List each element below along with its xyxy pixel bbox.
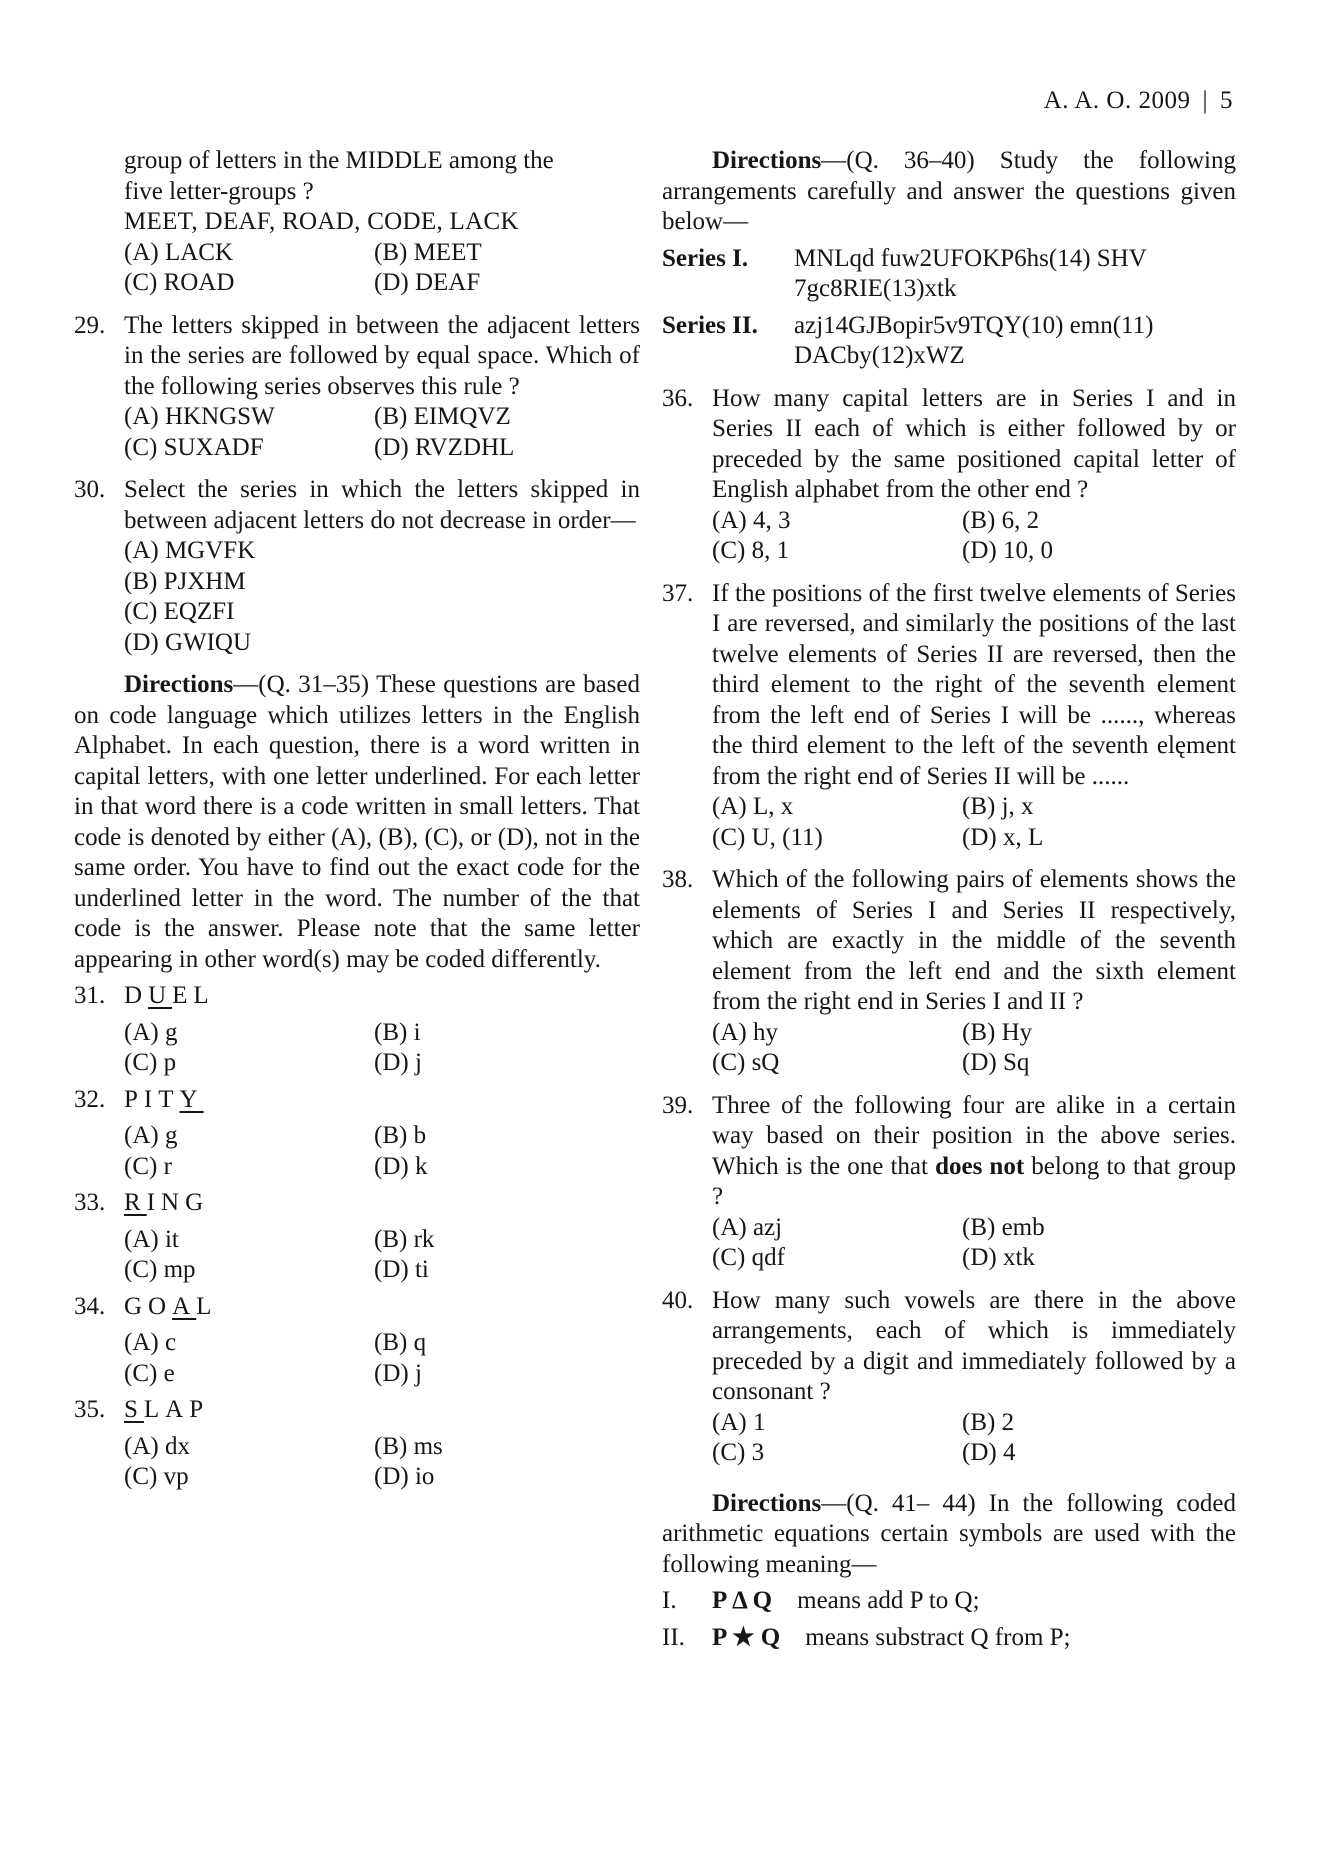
option-d[interactable]: (D) io — [374, 1463, 435, 1490]
question-text: Which of the following pairs of elements shows the elements of Series I and Series II respectively, which are exactly in the middle of the seventh element from the left end and the sixth element from the right end in Series I and II ? — [712, 866, 1236, 1015]
word-prefix: GO — [124, 1292, 173, 1320]
q39-options — [662, 1213, 1236, 1274]
underlined-letter: R — [124, 1189, 147, 1216]
question-number: 33. — [74, 1189, 106, 1216]
q34-options — [74, 1328, 640, 1389]
directions-41-44 — [662, 1489, 1236, 1581]
page-number: 5 — [1220, 87, 1233, 114]
emphasis-text: does not — [935, 1152, 1025, 1180]
question-number: 30. — [74, 476, 106, 503]
q28-text-line2: five letter-groups ? — [124, 177, 314, 205]
option-d[interactable]: (D) k — [374, 1152, 428, 1180]
rule-meaning: means add P to Q; — [797, 1587, 980, 1614]
underlined-letter: U — [148, 982, 173, 1009]
directions-label: Directions — [124, 671, 234, 698]
directions-text: —(Q. 36–40) Study the following arrangements carefully and answer the questions given below— — [662, 147, 1236, 235]
series-label: Series II. — [662, 311, 758, 339]
question-text: The letters skipped in between the adjacent letters in the series are followed by equal space. Which of the following series observes this rule ? — [124, 311, 640, 400]
left-column — [74, 146, 640, 1493]
option-a[interactable]: (A) g — [124, 1018, 178, 1046]
question-32 — [74, 1085, 640, 1116]
option-b[interactable]: (B) b — [374, 1122, 427, 1149]
question-number: 34. — [74, 1292, 106, 1320]
option-b[interactable]: (B) 2 — [962, 1408, 1015, 1436]
header-separator: | — [1202, 87, 1208, 114]
option-c[interactable]: (C) U, (11) — [712, 823, 823, 851]
option-d[interactable]: (D) DEAF — [374, 269, 481, 296]
word-suffix: LAP — [143, 1396, 210, 1423]
option-d[interactable]: (D) GWIQU — [124, 628, 252, 656]
option-d[interactable]: (D) 4 — [962, 1439, 1016, 1466]
question-40 — [662, 1286, 1236, 1408]
q28-words: MEET, DEAF, ROAD, CODE, LACK — [124, 208, 519, 235]
q35-options — [74, 1432, 640, 1493]
question-text: Three of the following four are alike in a certain way based on their position in the above series. Which is the one that — [712, 1091, 1236, 1180]
option-a[interactable]: (A) 1 — [712, 1408, 766, 1436]
option-b[interactable]: (B) q — [374, 1329, 427, 1356]
question-text: How many capital letters are in Series I and in Series II each of which is either followed by or preceded by the same positioned capital letter of English alphabet from the other end ? — [712, 384, 1236, 503]
option-a[interactable]: (A) HKNGSW — [124, 403, 275, 430]
code-word — [124, 982, 215, 1009]
rule-number: I. — [662, 1587, 677, 1614]
series-line2: 7gc8RIE(13)xtk — [794, 275, 957, 302]
rule-number: II. — [662, 1623, 685, 1651]
option-b[interactable]: (B) PJXHM — [124, 567, 246, 595]
code-word — [124, 1189, 209, 1216]
right-column — [662, 146, 1236, 1653]
q32-options — [74, 1121, 640, 1182]
question-number: 37. — [662, 579, 694, 607]
option-c[interactable]: (C) qdf — [712, 1244, 785, 1271]
option-b[interactable]: (B) MEET — [374, 238, 482, 266]
word-suffix: ING — [146, 1189, 210, 1216]
option-a[interactable]: (A) it — [124, 1225, 179, 1253]
option-c[interactable]: (C) 3 — [712, 1439, 765, 1466]
option-b[interactable]: (B) 6, 2 — [962, 506, 1040, 534]
option-c[interactable]: (C) SUXADF — [124, 433, 264, 461]
question-number: 40. — [662, 1286, 694, 1314]
question-35 — [74, 1395, 640, 1426]
option-a[interactable]: (A) hy — [712, 1018, 778, 1046]
option-b[interactable]: (B) i — [374, 1018, 421, 1046]
option-b[interactable]: (B) j, x — [962, 793, 1034, 820]
code-word — [124, 1086, 204, 1113]
question-36 — [662, 384, 1236, 506]
option-d[interactable]: (D) j — [374, 1049, 422, 1076]
directions-text: —(Q. 31–35) These questions are based on code language which utilizes letters in the English Alphabet. In each question, there is a word written in capital letters, with one letter underlined. For each letter in that word there is a code written in small letters. That code is denoted by either (A), (B), (C), or (D), not in the same order. You have to find out the exact code for the underlined letter in the word. The number of the that code is the answer. Please note that the same letter appearing in other word(s) may be coded differently. — [74, 671, 640, 973]
option-c[interactable]: (C) 8, 1 — [712, 537, 790, 564]
q28-options — [74, 238, 640, 299]
option-d[interactable]: (D) ti — [374, 1256, 429, 1283]
option-d[interactable]: (D) x, L — [962, 823, 1044, 851]
question-38 — [662, 865, 1236, 1018]
rule-expression: P Δ Q — [712, 1587, 773, 1614]
question-number: 29. — [74, 311, 106, 339]
word-suffix: L — [196, 1292, 218, 1320]
question-text: How many such vowels are there in the above arrangements, each of which is immediately preceded by a digit and immediately followed by a consonant ? — [712, 1286, 1236, 1405]
directions-31-35 — [74, 670, 640, 975]
question-34 — [74, 1292, 640, 1323]
option-c[interactable]: (C) e — [124, 1359, 175, 1387]
q38-options — [662, 1018, 1236, 1079]
option-c[interactable]: (C) p — [124, 1049, 177, 1076]
series-line1: azj14GJBopir5v9TQY(10) emn(11) — [794, 311, 1154, 339]
question-31 — [74, 981, 640, 1012]
rule-meaning: means substract Q from P; — [805, 1623, 1071, 1651]
series-1 — [662, 244, 1236, 305]
question-number: 38. — [662, 866, 694, 893]
q37-options — [662, 792, 1236, 853]
question-number: 39. — [662, 1091, 694, 1119]
option-d[interactable]: (D) xtk — [962, 1244, 1035, 1271]
code-word — [124, 1396, 209, 1423]
question-number: 31. — [74, 982, 106, 1009]
option-a[interactable]: (A) dx — [124, 1432, 190, 1460]
option-b[interactable]: (B) Hy — [962, 1018, 1033, 1046]
underlined-letter: Y — [179, 1085, 204, 1113]
question-28-continued — [74, 146, 640, 238]
option-a[interactable]: (A) MGVFK — [124, 537, 256, 564]
option-a[interactable]: (A) LACK — [124, 238, 234, 266]
question-29 — [74, 311, 640, 403]
option-d[interactable]: (D) 10, 0 — [962, 537, 1053, 564]
series-line2: DACby(12)xWZ — [794, 342, 965, 369]
q36-options — [662, 506, 1236, 567]
option-c[interactable]: (C) EQZFI — [124, 598, 235, 625]
q29-options — [74, 402, 640, 463]
option-b[interactable]: (B) emb — [962, 1213, 1045, 1241]
rule-2 — [662, 1623, 1236, 1654]
question-text: If the positions of the first twelve elements of Series I are reversed, and similarly the positions of the last twelve elements of Series II are reversed, then the third element to the right of the seventh element from the left end of Series I will be ......, whereas the third element to the left of the seventh elęment from the right end of Series II will be ...... — [712, 579, 1236, 790]
rule-expression: P ★ Q — [712, 1623, 781, 1651]
question-number: 32. — [74, 1085, 106, 1113]
directions-label: Directions — [712, 147, 822, 174]
exam-title: A. A. O. 2009 — [1043, 87, 1191, 114]
option-c[interactable]: (C) vp — [124, 1463, 189, 1490]
option-a[interactable]: (A) c — [124, 1329, 177, 1356]
directions-36-40 — [662, 146, 1236, 238]
question-number: 36. — [662, 384, 694, 412]
rule-1 — [662, 1586, 1236, 1617]
option-d[interactable]: (D) j — [374, 1359, 422, 1387]
page-header — [1044, 86, 1233, 117]
option-d[interactable]: (D) RVZDHL — [374, 433, 515, 461]
word-prefix: D — [124, 982, 149, 1009]
option-a[interactable]: (A) g — [124, 1122, 178, 1149]
word-suffix: EL — [172, 982, 215, 1009]
option-b[interactable]: (B) rk — [374, 1225, 435, 1253]
q31-options — [74, 1018, 640, 1079]
directions-text: —(Q. 41– 44) In the following coded arithmetic equations certain symbols are used with the following meaning— — [662, 1489, 1236, 1578]
option-b[interactable]: (B) ms — [374, 1432, 443, 1460]
q33-options — [74, 1225, 640, 1286]
option-c[interactable]: (C) mp — [124, 1256, 196, 1283]
series-2 — [662, 311, 1236, 372]
option-a[interactable]: (A) 4, 3 — [712, 506, 791, 534]
option-c[interactable]: (C) r — [124, 1152, 172, 1180]
code-word — [124, 1293, 217, 1320]
question-number: 35. — [74, 1396, 106, 1423]
series-label: Series I. — [662, 244, 749, 272]
question-39 — [662, 1091, 1236, 1213]
underlined-letter: S — [124, 1396, 144, 1423]
option-c[interactable]: (C) ROAD — [124, 269, 235, 296]
option-d[interactable]: (D) Sq — [962, 1049, 1030, 1076]
option-a[interactable]: (A) azj — [712, 1213, 783, 1241]
question-30 — [74, 475, 640, 536]
word-prefix: PIT — [124, 1085, 180, 1113]
question-text-end: belong to that group ? — [712, 1152, 1236, 1210]
directions-label: Directions — [712, 1489, 822, 1517]
q40-options — [662, 1408, 1236, 1469]
option-a[interactable]: (A) L, x — [712, 793, 794, 820]
question-33 — [74, 1188, 640, 1219]
option-c[interactable]: (C) sQ — [712, 1049, 780, 1076]
option-b[interactable]: (B) EIMQVZ — [374, 403, 511, 430]
question-text: Select the series in which the letters skipped in between adjacent letters do not decrease in order— — [124, 476, 640, 534]
q30-options — [74, 536, 640, 658]
q28-text-line1: group of letters in the MIDDLE among the — [124, 147, 554, 174]
underlined-letter: A — [172, 1292, 197, 1320]
series-line1: MNLqd fuw2UFOKP6hs(14) SHV — [794, 244, 1147, 272]
question-37 — [662, 579, 1236, 793]
